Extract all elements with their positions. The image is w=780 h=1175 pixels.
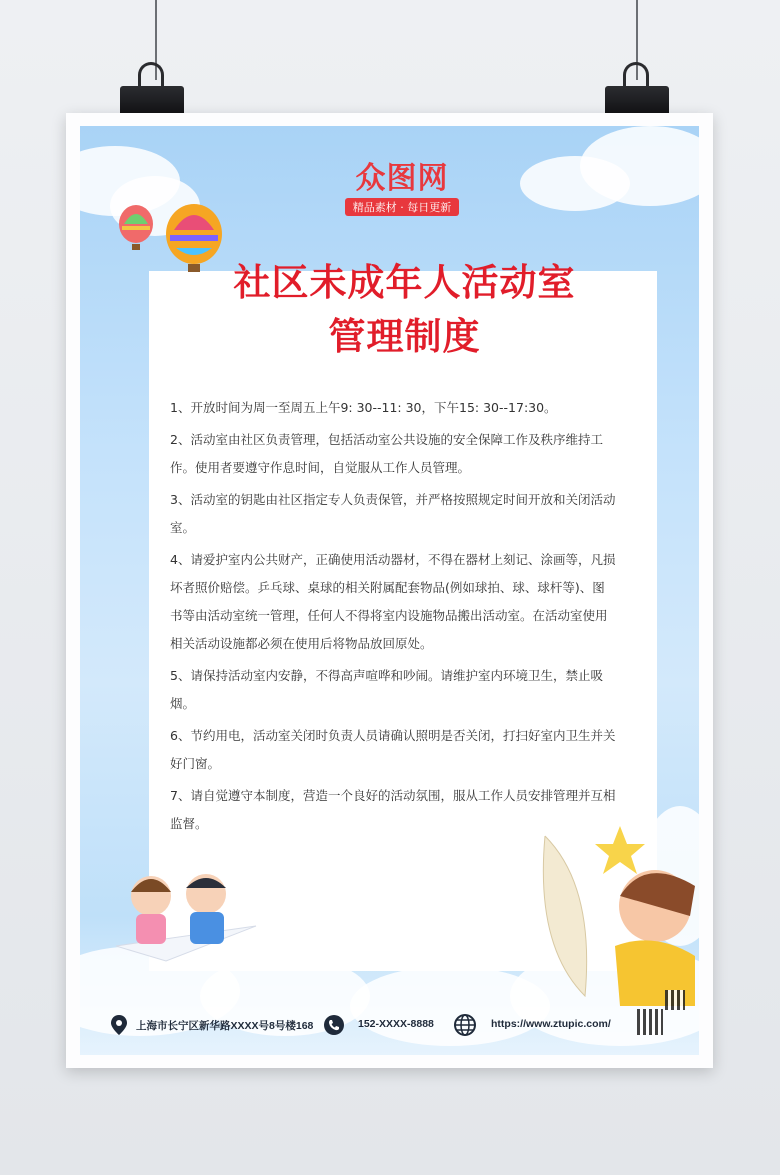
rule-item: 7、请自觉遵守本制度，营造一个良好的活动氛围，服从工作人员安排管理并互相监督。 (170, 788, 616, 831)
footer-phone: 152-XXXX-8888 (358, 1018, 434, 1030)
footer-address: 上海市长宁区新华路XXXX号8号楼168 (136, 1020, 314, 1032)
logo-mark: 众图网 (355, 161, 449, 196)
rule-item: 4、请爱护室内公共财产，正确使用活动器材，不得在器材上刻记、涂画等，凡损坏者照价赔偿。乒乓球、桌球的相关附属配套物品(例如球拍、球、球杆等)、图书等由活动室统一管理，任何人不得将室内设施物品搬出活动室。在活动室使用相关活动设施都必须在使用后将物品放回原处。 (170, 552, 616, 651)
footer-website[interactable]: https://www.ztupic.com/ (491, 1018, 611, 1030)
phone-icon (323, 1014, 345, 1036)
site-logo (338, 162, 466, 216)
poster (66, 113, 713, 1068)
children-on-paper-plane-illustration (106, 856, 266, 966)
poster-footer (80, 1013, 699, 1055)
rule-item: 2、活动室由社区负责管理，包括活动室公共设施的安全保障工作及秩序维持工作。使用者要遵守作息时间，自觉服从工作人员管理。 (170, 432, 603, 475)
rules-list (170, 394, 617, 842)
rule-item: 6、节约用电，活动室关闭时负责人员请确认照明是否关闭，打扫好室内卫生并关好门窗。 (170, 728, 616, 771)
qr-code-icon (637, 1009, 663, 1035)
logo-slogan: 精品素材 · 每日更新 (345, 198, 460, 216)
location-icon (108, 1014, 130, 1036)
poster-sky-background (80, 126, 699, 1055)
qr-code-small-icon (665, 990, 685, 1010)
child-with-wing-illustration (525, 816, 699, 1006)
rule-item: 5、请保持活动室内安静，不得高声喧哗和吵闹。请维护室内环境卫生，禁止吸烟。 (170, 668, 603, 711)
rule-item: 3、活动室的钥匙由社区指定专人负责保管，并严格按照规定时间开放和关闭活动室。 (170, 492, 616, 535)
poster-title-line1: 社区未成年人活动室 (233, 260, 576, 304)
poster-title-line2: 管理制度 (328, 314, 481, 358)
rule-item: 1、开放时间为周一至周五上午9: 30--11: 30，下午15: 30--17:30。 (170, 400, 557, 415)
globe-icon (454, 1014, 476, 1036)
